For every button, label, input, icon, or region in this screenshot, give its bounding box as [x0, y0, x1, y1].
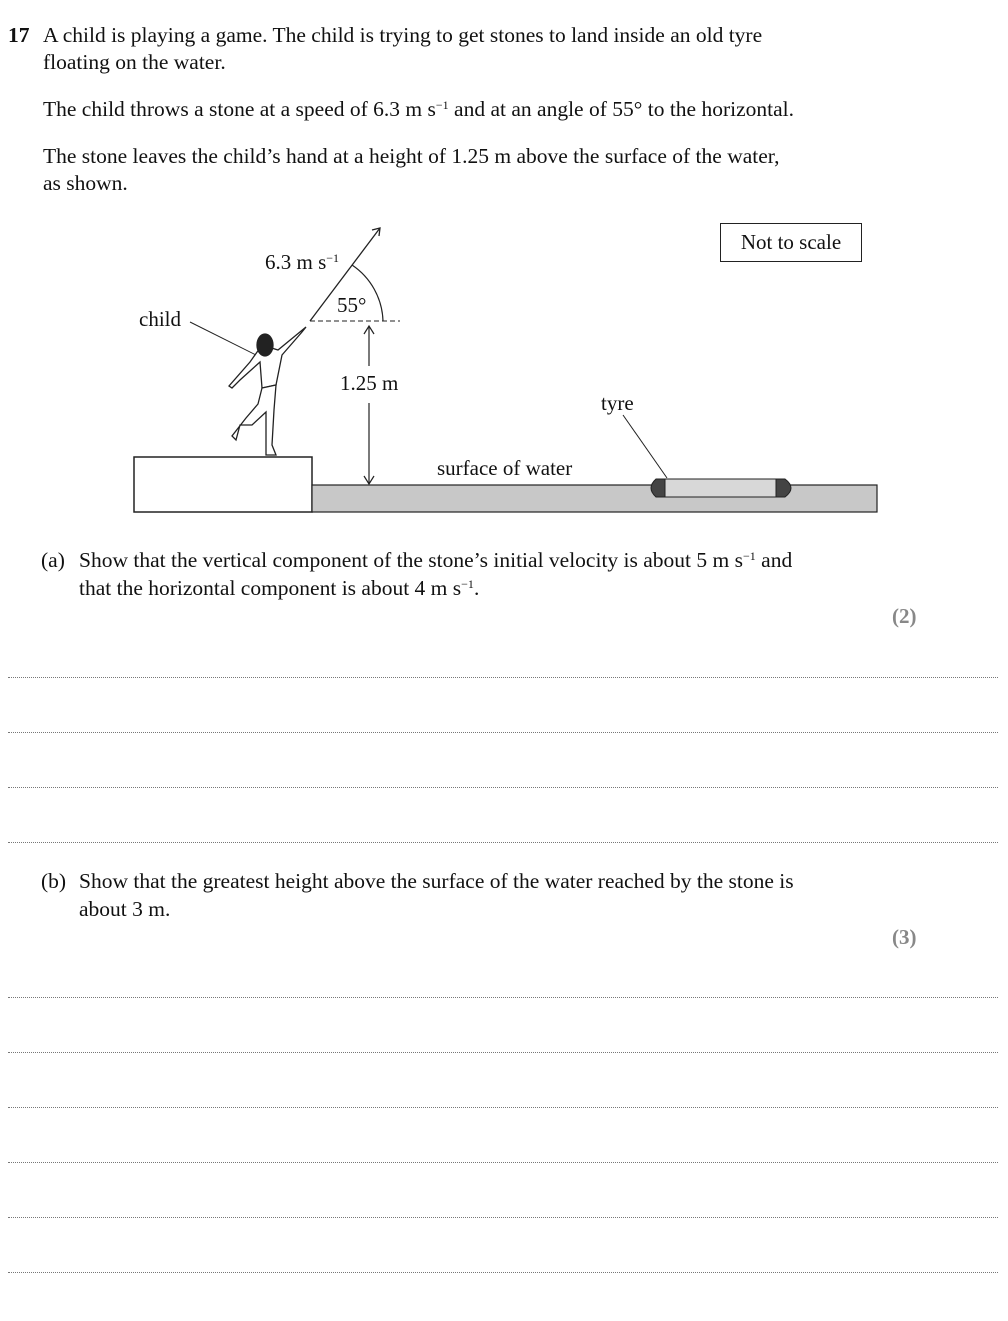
part-a-text-2: that the horizontal component is about 4 m s — [79, 576, 462, 600]
part-b-label: (b) — [41, 869, 67, 893]
superscript: −1 — [461, 577, 474, 591]
answer-line[interactable] — [8, 1162, 998, 1163]
speed-label-sup: −1 — [326, 251, 340, 265]
answer-line[interactable] — [8, 1107, 998, 1108]
intro-line-2: floating on the water. — [43, 50, 226, 74]
part-a-marks: (2) — [892, 604, 917, 628]
platform — [134, 457, 312, 512]
question-number: 17 — [8, 23, 30, 47]
speed-label — [265, 250, 339, 274]
height-line-2: as shown. — [43, 171, 128, 195]
child-figure — [229, 327, 306, 455]
answer-line[interactable] — [8, 677, 998, 678]
answer-line[interactable] — [8, 842, 998, 843]
tyre-label: tyre — [601, 391, 634, 415]
answer-line[interactable] — [8, 1217, 998, 1218]
part-b-line-2: about 3 m. — [79, 897, 171, 921]
water-label: surface of water — [437, 456, 573, 480]
answer-line[interactable] — [8, 787, 998, 788]
answer-line[interactable] — [8, 997, 998, 998]
speed-text-a: The child throws a stone at a speed of 6.3 m s — [43, 97, 436, 121]
speed-text-b: and at an angle of 55° to the horizontal. — [448, 97, 794, 121]
part-a-text-1b: and — [755, 548, 793, 572]
child-leader-line — [190, 322, 258, 356]
height-label: 1.25 m — [340, 371, 399, 395]
tyre — [651, 479, 791, 497]
height-line-1: The stone leaves the child’s hand at a height of 1.25 m above the surface of the water, — [43, 144, 780, 168]
answer-line[interactable] — [8, 732, 998, 733]
part-a-text-2b: . — [473, 576, 480, 600]
intro-line-1: A child is playing a game. The child is trying to get stones to land inside an old tyre — [43, 23, 763, 47]
superscript: −1 — [743, 549, 756, 563]
superscript: −1 — [435, 98, 449, 112]
tyre-leader-line — [623, 415, 667, 478]
speed-label-text: 6.3 m s — [265, 250, 327, 274]
answer-line[interactable] — [8, 1052, 998, 1053]
answer-line[interactable] — [8, 1272, 998, 1273]
angle-label: 55° — [337, 293, 367, 317]
part-b-line-1: Show that the greatest height above the surface of the water reached by the stone is — [79, 869, 794, 893]
height-arrow — [364, 326, 374, 484]
child-label: child — [139, 307, 181, 331]
part-a-text-1: Show that the vertical component of the stone’s initial velocity is about 5 m s — [79, 548, 743, 572]
part-a-label: (a) — [41, 548, 65, 572]
water — [312, 485, 877, 512]
not-to-scale-label: Not to scale — [720, 223, 862, 262]
part-a-line-2 — [79, 575, 479, 602]
part-a-line-1 — [79, 547, 792, 574]
part-b-marks: (3) — [892, 925, 917, 949]
